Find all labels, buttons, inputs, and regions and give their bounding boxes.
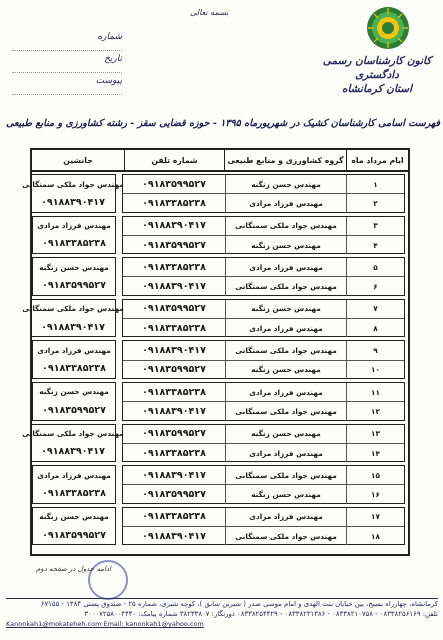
letterhead-footer bbox=[6, 598, 438, 629]
alternate-name: مهندس فرزاد مرادی bbox=[37, 345, 111, 355]
phone-cell: ۰۹۱۸۸۳۹۰۴۱۷ bbox=[142, 405, 206, 417]
group-main-cells bbox=[122, 465, 405, 504]
footer-contacts: تلفن: ۰۸۳۳۸۲۵۶۱۶۹ - ۰۸۳۳۸۲۱۰۷۵۸ - ۰۸۳۳۸۲۳۱۳۸۶ - ۰۸۳۳۸۲۵۴۴۲۹ دورنگار: ۳۸۲۳۳۸۰۷ شماره پیامک: ۳۰۰۰۷۲۵۸۰۰۴۴۴۰ bbox=[84, 610, 438, 618]
organization-name-line2: استان کرمانشاه bbox=[341, 83, 413, 95]
table-row bbox=[123, 217, 404, 236]
table-row bbox=[123, 508, 404, 527]
phone-cell: ۰۹۱۸۸۳۹۰۴۱۷ bbox=[142, 530, 206, 542]
phone-cell: ۰۹۱۸۳۵۹۹۵۲۷ bbox=[142, 489, 206, 501]
expert-name-cell: مهندس حسن زنگنه bbox=[225, 300, 346, 318]
phone-cell: ۰۹۱۸۳۳۸۵۲۳۸ bbox=[142, 386, 206, 398]
day-cell: ۶ bbox=[346, 277, 404, 295]
day-cell: ۱۳ bbox=[346, 425, 404, 443]
day-cell: ۱۰ bbox=[346, 361, 404, 379]
table-row bbox=[123, 277, 404, 295]
day-cell: ۱۴ bbox=[346, 444, 404, 462]
table-row bbox=[123, 258, 404, 277]
document-title: فهرست اسامی کارشناسان کشیک در شهریورماه ۱۳۹۵ - حوزه قضایی سقز - رشته کشاورزی و منابع طبیعی bbox=[6, 118, 440, 129]
day-cell: ۱ bbox=[346, 175, 404, 193]
table-group bbox=[32, 214, 408, 256]
attachment-field bbox=[12, 76, 122, 95]
alternate-cell bbox=[32, 465, 116, 504]
day-cell: ۵ bbox=[346, 258, 404, 276]
table-group bbox=[32, 505, 408, 547]
organization-name bbox=[318, 54, 436, 96]
phone-cell: ۰۹۱۸۸۳۹۰۴۱۷ bbox=[142, 281, 206, 293]
table-group bbox=[22, 172, 408, 214]
day-cell: ۲ bbox=[346, 194, 404, 212]
day-cell: ۱۷ bbox=[346, 508, 404, 526]
phone-cell: ۰۹۱۸۸۳۹۰۴۱۷ bbox=[142, 220, 206, 232]
column-header-group: گروه کشاورزی و منابع طبیعی bbox=[224, 150, 346, 170]
alternate-name: مهندس جواد ملکی سمنگانی bbox=[22, 304, 124, 314]
table-row bbox=[123, 466, 404, 485]
phone-cell: ۰۹۱۸۳۵۹۹۵۲۷ bbox=[142, 303, 206, 315]
group-main-cells bbox=[122, 424, 405, 463]
table-row bbox=[123, 485, 404, 503]
day-cell: ۱۵ bbox=[346, 466, 404, 484]
phone-cell: ۰۹۱۸۳۵۹۹۵۲۷ bbox=[142, 178, 206, 190]
alternate-cell bbox=[32, 507, 116, 546]
phone-cell: ۰۹۱۸۳۳۸۵۲۳۸ bbox=[142, 511, 206, 523]
table-row bbox=[123, 300, 404, 319]
organization-logo-icon bbox=[366, 6, 410, 50]
expert-name-cell: مهندس حسن زنگنه bbox=[225, 361, 346, 379]
group-main-cells bbox=[122, 507, 405, 546]
expert-name-cell: مهندس فرزاد مرادی bbox=[225, 508, 346, 526]
group-main-cells bbox=[122, 299, 405, 338]
column-header-day: ایام مرداد ماه bbox=[346, 150, 408, 170]
phone-cell: ۰۹۱۸۸۳۹۰۴۱۷ bbox=[142, 469, 206, 481]
expert-name-cell: مهندس حسن زنگنه bbox=[225, 425, 346, 443]
day-cell: ۱۱ bbox=[346, 383, 404, 401]
alternate-phone: ۰۹۱۸۳۳۸۵۲۳۸ bbox=[42, 238, 106, 250]
day-cell: ۴ bbox=[346, 236, 404, 254]
alternate-name: مهندس فرزاد مرادی bbox=[37, 470, 111, 480]
day-cell: ۸ bbox=[346, 319, 404, 337]
alternate-phone: ۰۹۱۸۳۵۹۹۵۲۷ bbox=[42, 529, 106, 541]
alternate-phone: ۰۹۱۸۳۳۸۵۲۳۸ bbox=[42, 363, 106, 375]
alternate-cell bbox=[32, 340, 116, 379]
expert-name-cell: مهندس فرزاد مرادی bbox=[225, 319, 346, 337]
alternate-phone: ۰۹۱۸۳۵۹۹۵۲۷ bbox=[42, 279, 106, 291]
column-header-phone: شماره تلفن bbox=[124, 150, 224, 170]
expert-name-cell: مهندس حسن زنگنه bbox=[225, 175, 346, 193]
table-row bbox=[123, 527, 404, 545]
letter-meta bbox=[12, 32, 122, 98]
column-header-alternate: جانشین bbox=[63, 155, 93, 165]
table-group bbox=[32, 255, 408, 297]
organization-name-line1: کانون کارشناسان رسمی دادگستری bbox=[322, 55, 432, 81]
schedule-table bbox=[22, 148, 410, 556]
day-cell: ۱۲ bbox=[346, 402, 404, 420]
bismillah-heading: بسمه تعالی bbox=[190, 8, 229, 17]
footer-web: Kanonkah1@mokateheh.com Email: kanonkah1@yahoo.com bbox=[6, 620, 204, 628]
expert-name-cell: مهندس جواد ملکی سمنگانی bbox=[225, 217, 346, 235]
alternate-cell bbox=[32, 257, 116, 296]
table-row bbox=[123, 341, 404, 360]
day-cell: ۷ bbox=[346, 300, 404, 318]
table-group bbox=[32, 380, 408, 422]
phone-cell: ۰۹۱۸۳۵۹۹۵۲۷ bbox=[142, 364, 206, 376]
alternate-phone: ۰۹۱۸۳۳۸۵۲۳۸ bbox=[42, 487, 106, 499]
expert-name-cell: مهندس جواد ملکی سمنگانی bbox=[225, 466, 346, 484]
day-cell: ۳ bbox=[346, 217, 404, 235]
group-main-cells bbox=[122, 382, 405, 421]
expert-name-cell: مهندس حسن زنگنه bbox=[225, 236, 346, 254]
alternate-name: مهندس حسن زنگنه bbox=[39, 262, 109, 272]
expert-name-cell: مهندس فرزاد مرادی bbox=[225, 444, 346, 462]
table-row bbox=[123, 383, 404, 402]
phone-cell: ۰۹۱۸۳۳۸۵۲۳۸ bbox=[142, 447, 206, 459]
expert-name-cell: مهندس فرزاد مرادی bbox=[225, 194, 346, 212]
expert-name-cell: مهندس جواد ملکی سمنگانی bbox=[225, 277, 346, 295]
expert-name-cell: مهندس حسن زنگنه bbox=[225, 485, 346, 503]
group-main-cells bbox=[122, 340, 405, 379]
table-row bbox=[123, 194, 404, 212]
alternate-name: مهندس جواد ملکی سمنگانی bbox=[22, 429, 124, 439]
group-main-cells bbox=[122, 174, 405, 213]
day-cell: ۱۸ bbox=[346, 527, 404, 545]
alternate-cell bbox=[32, 382, 116, 421]
table-row bbox=[123, 175, 404, 194]
alternate-cell bbox=[32, 216, 116, 255]
continuation-note: ادامه جدول در صفحه دوم bbox=[36, 565, 111, 573]
day-cell: ۹ bbox=[346, 341, 404, 359]
group-main-cells bbox=[122, 257, 405, 296]
table-row bbox=[123, 444, 404, 462]
number-field bbox=[12, 32, 122, 51]
alternate-name: مهندس جواد ملکی سمنگانی bbox=[22, 179, 124, 189]
table-row bbox=[123, 319, 404, 337]
alternate-phone: ۰۹۱۸۳۵۹۹۵۲۷ bbox=[42, 404, 106, 416]
alternate-name: مهندس فرزاد مرادی bbox=[37, 221, 111, 231]
phone-cell: ۰۹۱۸۳۳۸۵۲۳۸ bbox=[142, 261, 206, 273]
phone-cell: ۰۹۱۸۳۵۹۹۵۲۷ bbox=[142, 428, 206, 440]
expert-name-cell: مهندس فرزاد مرادی bbox=[225, 258, 346, 276]
phone-cell: ۰۹۱۸۳۵۹۹۵۲۷ bbox=[142, 239, 206, 251]
date-label: تاریخ bbox=[104, 54, 122, 64]
footer-address: کرمانشاه، چهارراه بسیج، بین خیابان بنت الهدی و امام موسی صدر ( شیرین سابق )، کوچه شیری، شماره ۲۵ - صندوق پستی ۱۳۸۴ - ۶۷۱۵۵ bbox=[40, 600, 438, 608]
date-field bbox=[12, 54, 122, 73]
group-main-cells bbox=[122, 216, 405, 255]
phone-cell: ۰۹۱۸۸۳۹۰۴۱۷ bbox=[142, 345, 206, 357]
table-group bbox=[22, 422, 408, 464]
phone-cell: ۰۹۱۸۳۳۸۵۲۳۸ bbox=[142, 197, 206, 209]
day-cell: ۱۶ bbox=[346, 485, 404, 503]
alternate-name: مهندس حسن زنگنه bbox=[39, 387, 109, 397]
expert-name-cell: مهندس جواد ملکی سمنگانی bbox=[225, 527, 346, 545]
table-header bbox=[32, 150, 408, 172]
table-body bbox=[22, 172, 408, 546]
expert-name-cell: مهندس جواد ملکی سمنگانی bbox=[225, 402, 346, 420]
phone-cell: ۰۹۱۸۳۳۸۵۲۳۸ bbox=[142, 322, 206, 334]
alternate-phone: ۰۹۱۸۸۳۹۰۴۱۷ bbox=[41, 196, 105, 208]
alternate-cell bbox=[22, 299, 124, 338]
expert-name-cell: مهندس جواد ملکی سمنگانی bbox=[225, 341, 346, 359]
alternate-cell bbox=[22, 424, 124, 463]
table-group bbox=[32, 463, 408, 505]
table-group bbox=[32, 338, 408, 380]
number-label: شماره bbox=[97, 32, 122, 42]
expert-name-cell: مهندس فرزاد مرادی bbox=[225, 383, 346, 401]
attachment-label: پیوست bbox=[95, 76, 122, 86]
alternate-name: مهندس حسن زنگنه bbox=[39, 512, 109, 522]
alternate-phone: ۰۹۱۸۸۳۹۰۴۱۷ bbox=[41, 446, 105, 458]
alternate-phone: ۰۹۱۸۸۳۹۰۴۱۷ bbox=[41, 321, 105, 333]
table-row bbox=[123, 425, 404, 444]
table-row bbox=[123, 236, 404, 254]
table-row bbox=[123, 361, 404, 379]
table-group bbox=[22, 297, 408, 339]
alternate-cell bbox=[22, 174, 124, 213]
table-row bbox=[123, 402, 404, 420]
